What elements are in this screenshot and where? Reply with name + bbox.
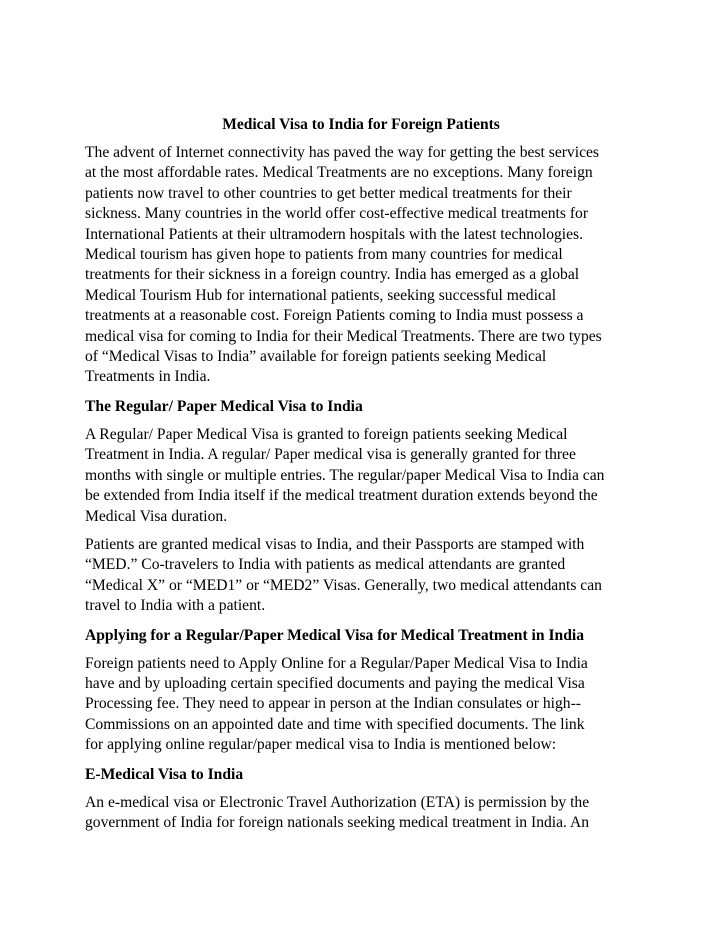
section-heading-e-medical-visa: E-Medical Visa to India — [85, 765, 244, 783]
regular-visa-paragraph-1 — [85, 425, 637, 527]
document-body — [85, 114, 637, 841]
text-line: have and by uploading certain specified documents and paying the medical Visa — [85, 674, 585, 692]
document-title: Medical Visa to India for Foreign Patients — [222, 116, 500, 133]
text-line: months with single or multiple entries. The regular/paper Medical Visa to India can — [85, 466, 605, 484]
text-line: at the most affordable rates. Medical Treatments are no exceptions. Many foreign — [85, 164, 593, 182]
text-line: A Regular/ Paper Medical Visa is granted to foreign patients seeking Medical — [85, 425, 568, 443]
text-line: treatments at a reasonable cost. Foreign Patients coming to India must possess a — [85, 307, 584, 325]
applying-paragraph — [85, 654, 637, 756]
text-line: sickness. Many countries in the world offer cost-effective medical treatments for — [85, 205, 589, 223]
text-line: for applying online regular/paper medical visa to India is mentioned below: — [85, 736, 557, 754]
text-line: “MED.” Co-travelers to India with patients as medical attendants are granted — [85, 556, 566, 574]
text-line: An e-medical visa or Electronic Travel Authorization (ETA) is permission by the — [85, 793, 590, 811]
text-line: Processing fee. They need to appear in person at the Indian consulates or high-- — [85, 695, 581, 713]
text-line: Medical Tourism Hub for international patients, seeking successful medical — [85, 286, 557, 304]
section-heading-regular-visa: The Regular/ Paper Medical Visa to India — [85, 397, 363, 415]
intro-paragraph — [85, 143, 637, 388]
e-medical-visa-paragraph — [85, 793, 637, 834]
regular-visa-paragraph-2 — [85, 535, 637, 617]
text-line: International Patients at their ultramodern hospitals with the latest technologies. — [85, 225, 584, 243]
text-line: medical visa for coming to India for their Medical Treatments. There are two types — [85, 327, 602, 345]
text-line: of “Medical Visas to India” available for foreign patients seeking Medical — [85, 348, 547, 366]
text-line: Treatments in India. — [85, 368, 211, 386]
text-line: Treatment in India. A regular/ Paper medical visa is generally granted for three — [85, 446, 576, 464]
text-line: “Medical X” or “MED1” or “MED2” Visas. Generally, two medical attendants can — [85, 576, 602, 594]
text-line: Patients are granted medical visas to India, and their Passports are stamped with — [85, 535, 585, 553]
text-line: Commissions on an appointed date and time with specified documents. The link — [85, 715, 585, 733]
text-line: Medical tourism has given hope to patients from many countries for medical — [85, 246, 563, 264]
text-line: patients now travel to other countries to get better medical treatments for their — [85, 184, 572, 202]
section-heading-applying: Applying for a Regular/Paper Medical Visa for Medical Treatment in India — [85, 626, 584, 644]
text-line: Medical Visa duration. — [85, 507, 228, 525]
text-line: government of India for foreign nationals seeking medical treatment in India. An — [85, 813, 590, 831]
text-line: Foreign patients need to Apply Online for a Regular/Paper Medical Visa to India — [85, 654, 588, 672]
text-line: be extended from India itself if the medical treatment duration extends beyond the — [85, 487, 598, 505]
text-line: travel to India with a patient. — [85, 597, 266, 615]
text-line: treatments for their sickness in a foreign country. India has emerged as a global — [85, 266, 580, 284]
text-line: The advent of Internet connectivity has paved the way for getting the best services — [85, 144, 599, 161]
